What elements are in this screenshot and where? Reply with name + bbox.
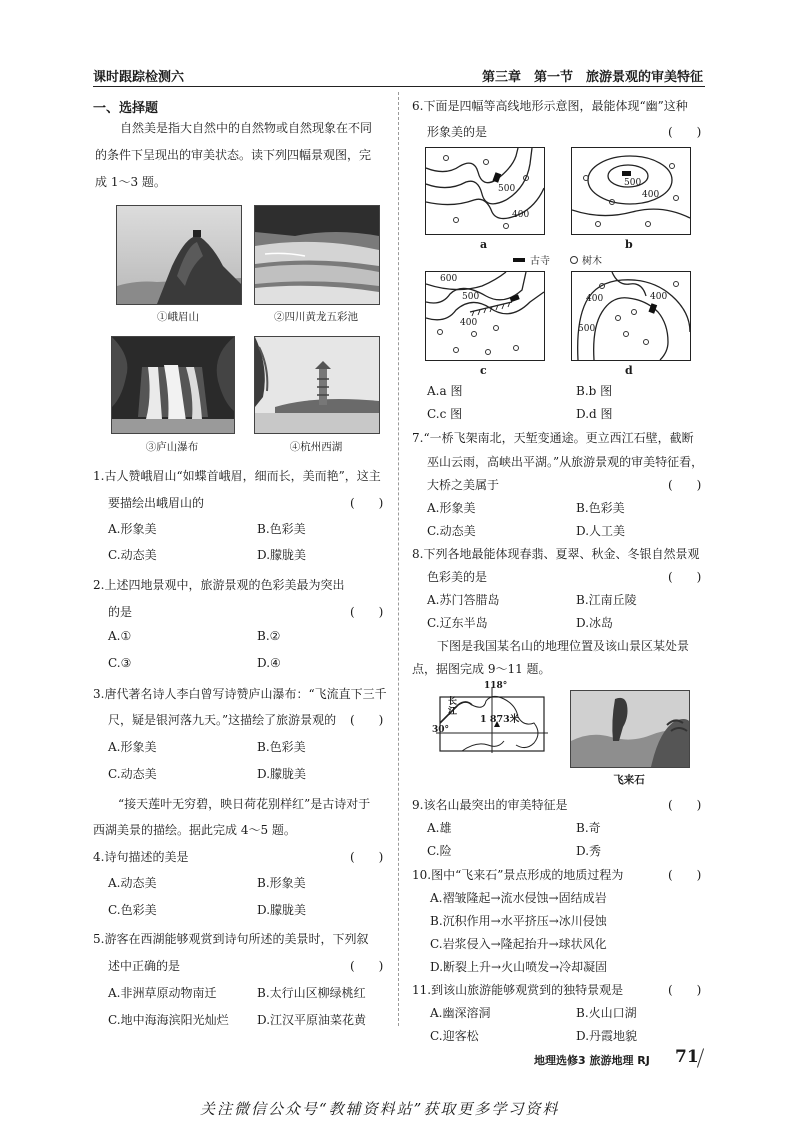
q6-option-b: B.b 图: [576, 384, 613, 398]
q11-answer-blank: ( ): [668, 983, 702, 997]
q1-line-1: 1.古人赞峨眉山“如蝶首峨眉，细而长，美而艳”，这主: [93, 469, 381, 483]
intro-line-3: 成 1～3 题。: [95, 175, 166, 189]
q2-option-d: D.④: [257, 656, 281, 670]
yangtze-river-label: 长江: [448, 697, 458, 717]
q9-option-c: C.险: [427, 844, 452, 858]
caption-west-lake: ④杭州西湖: [289, 441, 343, 453]
q10-option-c: C.岩浆侵入→隆起抬升→球状风化: [430, 937, 607, 951]
q8-option-a: A.苏门答腊岛: [427, 593, 500, 607]
tree-symbol-icon: [570, 256, 578, 264]
q3-option-a: A.形象美: [108, 740, 157, 754]
caption-feilaishi: 飞来石: [613, 774, 645, 786]
q8-option-b: B.江南丘陵: [576, 593, 637, 607]
chapter-title: 第三章 第一节 旅游景观的审美特征: [481, 70, 703, 85]
map-c-contour-500: 500: [462, 292, 480, 302]
q2-line-1: 2.上述四地景观中，旅游景观的色彩美最为突出: [93, 578, 345, 592]
map-d-contour-400-right: 400: [650, 292, 668, 302]
column-divider: [398, 92, 399, 1026]
map-longitude-label: 118°: [484, 681, 508, 691]
intro-line-2: 的条件下呈现出的审美状态。读下列四幅景观图，完: [95, 148, 372, 162]
caption-emei: ①峨眉山: [157, 311, 199, 323]
map-c-contour-400: 400: [460, 318, 478, 328]
q4-option-a: A.动态美: [108, 876, 157, 890]
map-c-label: c: [480, 364, 487, 377]
map-c-contour-600: 600: [440, 274, 458, 284]
q7-answer-blank: ( ): [668, 478, 702, 492]
q8-option-d: D.冰岛: [576, 616, 614, 630]
q5-option-b: B.太行山区柳绿桃红: [257, 986, 366, 1000]
q6-answer-blank: ( ): [668, 125, 702, 139]
q8-line-1: 8.下列各地最能体现春翡、夏翠、秋金、冬银自然景观: [412, 547, 700, 561]
q4-option-d: D.朦胧美: [257, 903, 307, 917]
q3-option-d: D.朦胧美: [257, 767, 307, 781]
q6-option-a: A.a 图: [427, 384, 463, 398]
q7-line-1: 7.“一桥飞架南北，天堑变通途。更立西江石壁，截断: [412, 431, 694, 445]
contour-map-b: [571, 147, 691, 235]
q5-line-2: 述中正确的是: [108, 959, 181, 973]
photo-lushan-waterfall: [111, 336, 235, 434]
q11-option-c: C.迎客松: [430, 1029, 479, 1043]
q7-line-3: 大桥之美属于: [427, 478, 500, 492]
q5-option-a: A.非洲草原动物南迁: [108, 986, 217, 1000]
q9-option-b: B.奇: [576, 821, 601, 835]
photo-west-lake: [254, 336, 380, 434]
q11-option-b: B.火山口湖: [576, 1006, 637, 1020]
q1-option-a: A.形象美: [108, 522, 157, 536]
intro-line-1: 自然美是指大自然中的自然物或自然现象在不同: [120, 121, 373, 135]
map-b-label: b: [625, 238, 633, 251]
q7-option-d: D.人工美: [576, 524, 626, 538]
contour-map-a: [425, 147, 545, 235]
q6-option-c: C.c 图: [427, 407, 463, 421]
q10-answer-blank: ( ): [668, 868, 702, 882]
q4-option-c: C.色彩美: [108, 903, 157, 917]
q3-line-1: 3.唐代著名诗人李白曾写诗赞庐山瀑布：“飞流直下三千: [93, 687, 387, 701]
caption-huanglong: ②四川黄龙五彩池: [274, 311, 358, 323]
q2-answer-blank: ( ): [350, 605, 384, 619]
q1-option-c: C.动态美: [108, 548, 157, 562]
q10-line-1: 10.图中“飞来石”景点形成的地质过程为: [412, 868, 624, 882]
footer-promo-note: 关注微信公众号“教辅资料站”获取更多学习资料: [200, 1100, 560, 1118]
q4-answer-blank: ( ): [350, 850, 384, 864]
q4-option-b: B.形象美: [257, 876, 306, 890]
poem-intro-line-2: 西湖美景的描绘。据此完成 4～5 题。: [93, 823, 296, 837]
q6-line-1: 6.下面是四幅等高线地形示意图，最能体现“幽”这种: [412, 99, 688, 113]
q10-option-d: D.断裂上升→火山喷发→冷却凝固: [430, 960, 608, 974]
q2-option-b: B.②: [257, 629, 281, 643]
q1-option-d: D.朦胧美: [257, 548, 307, 562]
q5-line-1: 5.游客在西湖能够观赏到诗句所述的美景时，下列叙: [93, 932, 369, 946]
section-title: 一、选择题: [93, 101, 159, 116]
q1-option-b: B.色彩美: [257, 522, 306, 536]
q8-option-c: C.辽东半岛: [427, 616, 488, 630]
map-d-contour-500: 500: [578, 324, 596, 334]
q10-option-a: A.褶皱隆起→流水侵蚀→固结成岩: [430, 891, 607, 905]
q6-line-2: 形象美的是: [427, 125, 488, 139]
photo-feilaishi: [570, 690, 690, 768]
q9-line-1: 9.该名山最突出的审美特征是: [412, 798, 568, 812]
page-number: 71: [675, 1047, 699, 1067]
map-b-contour-500: 500: [624, 178, 642, 188]
temple-symbol-icon: [513, 258, 525, 262]
mountain-intro-line-1: 下图是我国某名山的地理位置及该山景区某处景: [437, 639, 690, 653]
caption-lushan: ③庐山瀑布: [145, 441, 199, 453]
q2-line-2: 的是: [108, 605, 133, 619]
q5-option-c: C.地中海海滨阳光灿烂: [108, 1013, 229, 1027]
q2-option-c: C.③: [108, 656, 132, 670]
map-d-label: d: [625, 364, 633, 377]
q3-option-b: B.色彩美: [257, 740, 306, 754]
q1-answer-blank: ( ): [350, 496, 384, 510]
legend-tree: 树木: [582, 256, 602, 267]
q10-option-b: B.沉积作用→水平挤压→冰川侵蚀: [430, 914, 607, 928]
q1-line-2: 要描绘出峨眉山的: [108, 496, 205, 510]
header-divider: [93, 86, 705, 87]
q11-line-1: 11.到该山旅游能够观赏到的独特景观是: [412, 983, 624, 997]
map-latitude-label: 30°: [432, 725, 450, 735]
contour-map-c: [425, 271, 545, 361]
q7-line-2: 巫山云雨，高峡出平湖。”从旅游景观的审美特征看，: [427, 455, 704, 469]
map-a-contour-500: 500: [498, 184, 516, 194]
q11-option-d: D.丹霞地貌: [576, 1029, 638, 1043]
q9-option-d: D.秀: [576, 844, 602, 858]
q4-line-1: 4.诗句描述的美是: [93, 850, 189, 864]
q7-option-b: B.色彩美: [576, 501, 625, 515]
footer-subject: 地理选修3 旅游地理 RJ: [534, 1054, 650, 1067]
worksheet-title: 课时跟踪检测六: [93, 70, 185, 85]
q9-option-a: A.雄: [427, 821, 452, 835]
q3-answer-blank: ( ): [350, 713, 384, 727]
q3-line-2: 尺，疑是银河落九天。”这描绘了旅游景观的: [108, 713, 337, 727]
q7-option-c: C.动态美: [427, 524, 476, 538]
q2-option-a: A.①: [108, 629, 132, 643]
legend-temple: 古寺: [530, 256, 550, 267]
q7-option-a: A.形象美: [427, 501, 476, 515]
map-b-contour-400: 400: [642, 190, 660, 200]
q3-option-c: C.动态美: [108, 767, 157, 781]
q11-option-a: A.幽深溶洞: [430, 1006, 491, 1020]
mountain-location-map: [432, 683, 552, 763]
q5-answer-blank: ( ): [350, 959, 384, 973]
contour-map-d: [571, 271, 691, 361]
poem-intro-line-1: “接天莲叶无穷碧，映日荷花别样红”是古诗对于: [118, 797, 371, 811]
q5-option-d: D.江汉平原油菜花黄: [257, 1013, 367, 1027]
map-a-label: a: [480, 238, 488, 251]
photo-emei-mountain: [116, 205, 242, 305]
q6-option-d: D.d 图: [576, 407, 613, 421]
mountain-intro-line-2: 点，据图完成 9～11 题。: [412, 662, 551, 676]
peak-elevation-label: 1 873米: [480, 714, 520, 725]
q8-line-2: 色彩美的是: [427, 570, 488, 584]
q8-answer-blank: ( ): [668, 570, 702, 584]
photo-huanglong-pools: [254, 205, 380, 305]
map-d-contour-400-left: 400: [586, 294, 604, 304]
map-a-contour-400: 400: [512, 210, 530, 220]
q9-answer-blank: ( ): [668, 798, 702, 812]
